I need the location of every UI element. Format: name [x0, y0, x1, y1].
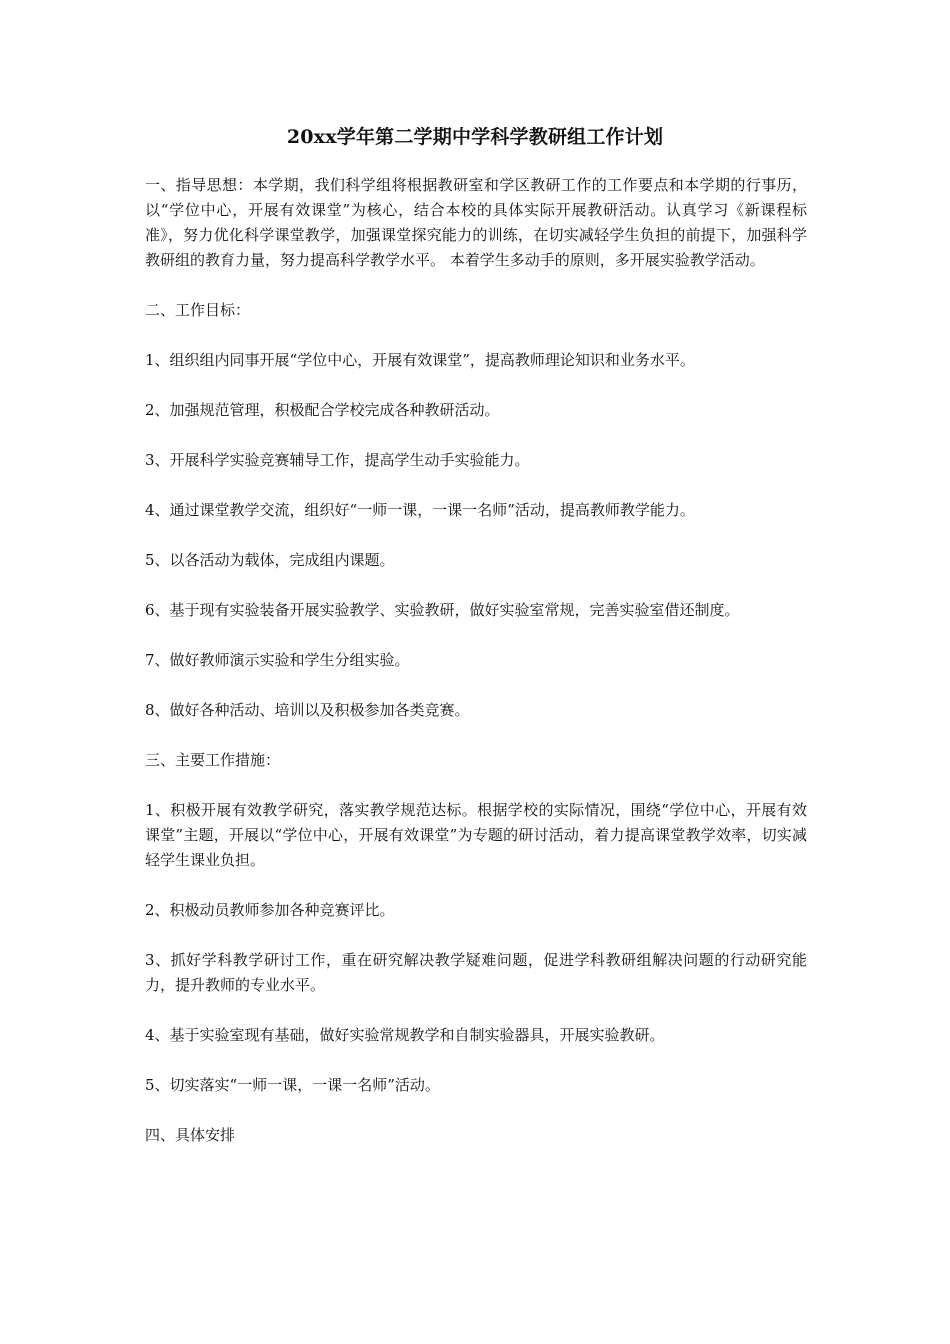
heading-work-goals: 二、工作目标： — [145, 301, 251, 319]
goal-item-7: 7、做好教师演示实验和学生分组实验。 — [145, 651, 410, 669]
goal-item-8: 8、做好各种活动、培训以及积极参加各类竞赛。 — [145, 701, 470, 719]
goal-item-4: 4、通过课堂教学交流，组织好“一师一课，一课一名师”活动，提高教师教学能力。 — [145, 501, 695, 519]
measure-item-2: 2、积极动员教师参加各种竞赛评比。 — [145, 901, 395, 919]
goal-item-2: 2、加强规范管理，积极配合学校完成各种教研活动。 — [145, 401, 500, 419]
measure-item-4: 4、基于实验室现有基础，做好实验常规教学和自制实验器具，开展实验教研。 — [145, 1026, 665, 1044]
document-body — [145, 173, 807, 1148]
heading-main-measures: 三、主要工作措施： — [145, 751, 281, 769]
document-title: 20xx学年第二学期中学科学教研组工作计划 — [286, 126, 664, 148]
heading-specific-arrangements: 四、具体安排 — [145, 1126, 236, 1144]
goal-item-5: 5、以各活动为载体，完成组内课题。 — [145, 551, 395, 569]
goal-item-1: 1、组织组内同事开展“学位中心，开展有效课堂”，提高教师理论知识和业务水平。 — [145, 351, 695, 369]
measure-item-3: 3、抓好学科教学研讨工作，重在研究解决教学疑难问题，促进学科教研组解决问题的行动研究能力，提升教师的专业水平。 — [145, 951, 807, 994]
measure-item-1: 1、积极开展有效教学研究，落实教学规范达标。根据学校的实际情况，围绕“学位中心，开展有效课堂”主题，开展以“学位中心，开展有效课堂”为专题的研讨活动，着力提高课堂教学效率，切实减轻学生课业负担。 — [145, 801, 807, 869]
measure-item-5: 5、切实落实“一师一课，一课一名师”活动。 — [145, 1076, 440, 1094]
paragraph-guiding-ideology: 一、指导思想：本学期，我们科学组将根据教研室和学区教研工作的工作要点和本学期的行事历，以“学位中心，开展有效课堂”为核心，结合本校的具体实际开展教研活动。认真学习《新课程标准》，努力优化科学课堂教学，加强课堂探究能力的训练，在切实减轻学生负担的前提下，加强科学教研组的教育力量，努力提高科学教学水平。 本着学生多动手的原则，多开展实验教学活动。 — [145, 176, 807, 269]
goal-item-6: 6、基于现有实验装备开展实验教学、实验教研，做好实验室常规，完善实验室借还制度。 — [145, 601, 740, 619]
goal-item-3: 3、开展科学实验竞赛辅导工作，提高学生动手实验能力。 — [145, 451, 530, 469]
